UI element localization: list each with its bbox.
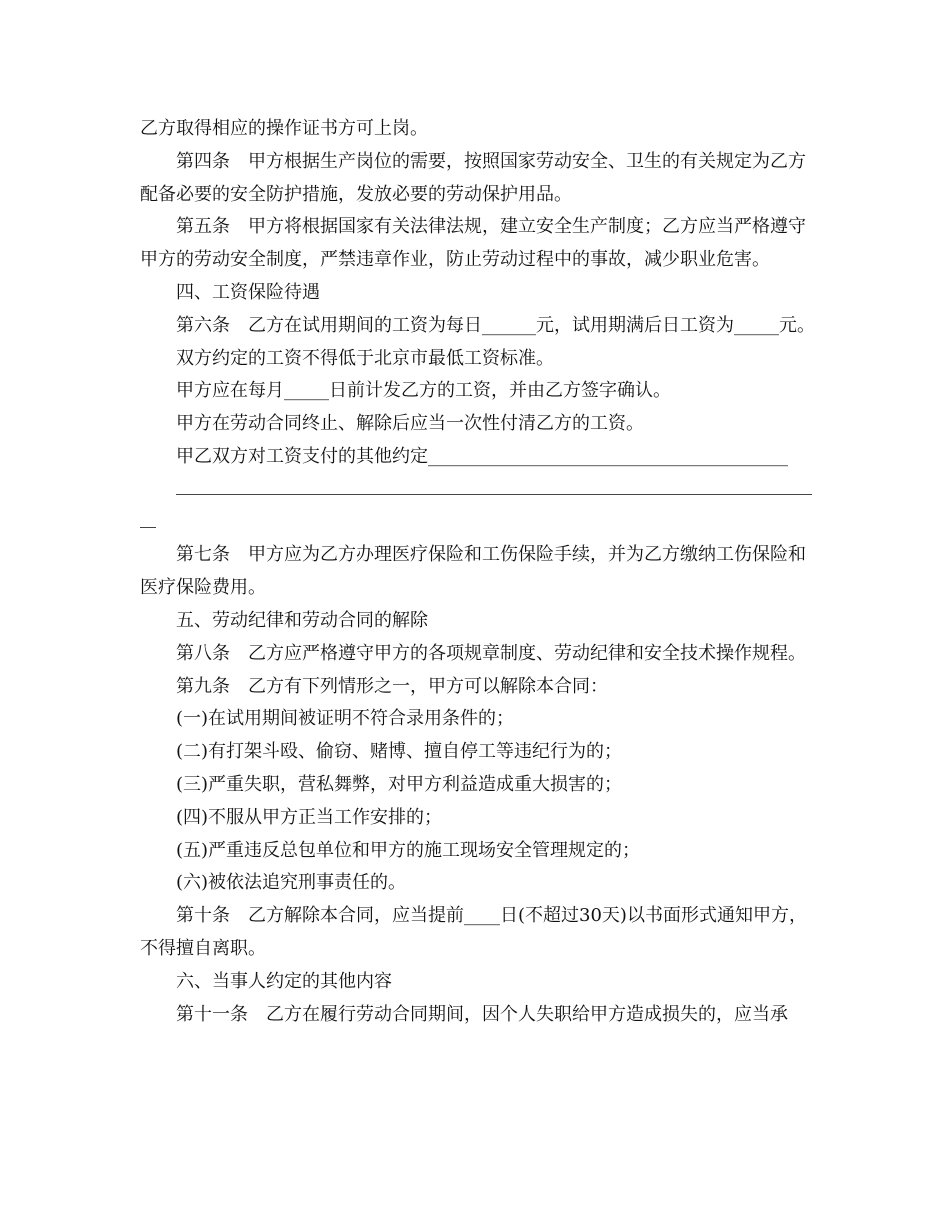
paragraph-continuation: 乙方取得相应的操作证书方可上岗。 [140, 118, 428, 139]
fill-in-rule-tail [140, 527, 156, 528]
fill-in-line-tail [140, 507, 820, 540]
section-heading-discipline: 五、劳动纪律和劳动合同的解除 [176, 609, 428, 631]
list-item: (四)不服从甲方正当工作安排的； [176, 806, 443, 828]
list-item: (六)被依法追究刑事责任的。 [176, 872, 407, 894]
article-9: 第九条 乙方有下列情形之一，甲方可以解除本合同： [176, 675, 608, 697]
wage-settlement-clause: 甲方在劳动合同终止、解除后应当一次性付清乙方的工资。 [176, 413, 644, 435]
wage-other-agreement: 甲乙双方对工资支付的其他约定________________________________________ [176, 445, 788, 467]
list-item: (二)有打架斗殴、偷窃、赌博、擅自停工等违纪行为的； [176, 741, 623, 763]
article-8: 第八条 乙方应严格遵守甲方的各项规章制度、劳动纪律和安全技术操作规程。 [176, 642, 806, 664]
wage-minimum-clause: 双方约定的工资不得低于北京市最低工资标准。 [176, 347, 554, 369]
fill-in-rule [176, 494, 812, 495]
article-5: 第五条 甲方将根据国家有关法律法规，建立安全生产制度；乙方应当严格遵守甲方的劳动安全制度，严禁违章作业，防止劳动过程中的事故，减少职业危害。 [140, 216, 806, 271]
list-item: (一)在试用期间被证明不符合录用条件的； [176, 708, 515, 730]
article-7: 第七条 甲方应为乙方办理医疗保险和工伤保险手续，并为乙方缴纳工伤保险和医疗保险费用。 [140, 544, 806, 599]
wage-payday-clause: 甲方应在每月_____日前计发乙方的工资，并由乙方签字确认。 [176, 380, 671, 402]
section-heading-other: 六、当事人约定的其他内容 [176, 970, 392, 992]
list-item: (三)严重失职，营私舞弊，对甲方利益造成重大损害的； [176, 773, 623, 795]
document-body [140, 113, 820, 1031]
section-heading-wages: 四、工资保险待遇 [176, 281, 320, 303]
fill-in-line [140, 474, 820, 507]
article-4: 第四条 甲方根据生产岗位的需要，按照国家劳动安全、卫生的有关规定为乙方配备必要的安全防护措施，发放必要的劳动保护用品。 [140, 150, 806, 205]
list-item: (五)严重违反总包单位和甲方的施工现场安全管理规定的； [176, 839, 641, 861]
article-10: 第十条 乙方解除本合同，应当提前____日(不超过30天)以书面形式通知甲方，不得擅自离职。 [140, 905, 807, 959]
article-6: 第六条 乙方在试用期间的工资为每日______元，试用期满后日工资为_____元。 [176, 314, 815, 336]
article-11: 第十一条 乙方在履行劳动合同期间，因个人失职给甲方造成损失的，应当承 [176, 1003, 788, 1025]
